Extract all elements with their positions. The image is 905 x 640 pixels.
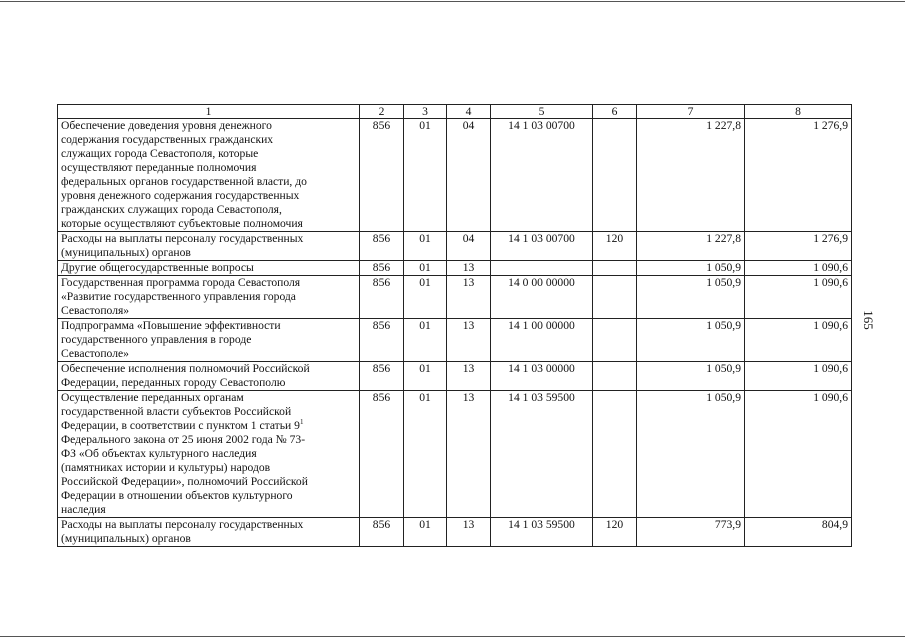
- table-row: [58, 119, 852, 232]
- row-name: Государственная программа города Севастополя «Развитие государственного управления города Севастополя»: [58, 276, 360, 319]
- col-header-4: 4: [447, 105, 491, 119]
- row-name: Подпрограмма «Повышение эффективности государственного управления в городе Севастополе»: [58, 319, 360, 362]
- cell-vr: [593, 319, 637, 362]
- cell-pr: 13: [447, 319, 491, 362]
- row-name: Обеспечение доведения уровня денежного содержания государственных гражданских служащих города Севастополя, которые осуществляют переданные полномочия федеральных органов государственной власти, до уровня денежного содержания государственных гражданских служащих города Севастополя, которые осуществляют субъектовые полномочия: [58, 119, 360, 232]
- cell-amount-2: 1 090,6: [745, 276, 852, 319]
- cell-vr: [593, 362, 637, 391]
- cell-rz: 01: [404, 261, 447, 276]
- col-header-1: 1: [58, 105, 360, 119]
- col-header-6: 6: [593, 105, 637, 119]
- cell-amount-1: 773,9: [637, 518, 745, 547]
- cell-pr: 04: [447, 232, 491, 261]
- cell-rz: 01: [404, 232, 447, 261]
- cell-gr: 856: [360, 119, 404, 232]
- article-superscript: 1: [299, 418, 304, 426]
- row-name: Другие общегосударственные вопросы: [58, 261, 360, 276]
- row-name-part: Осуществление переданных органам государственной власти субъектов Российской Федерации, в соответствии с пунктом 1 статьи 9: [61, 391, 300, 432]
- budget-table: [57, 104, 852, 547]
- col-header-8: 8: [745, 105, 852, 119]
- cell-vr: [593, 276, 637, 319]
- cell-gr: 856: [360, 319, 404, 362]
- table-row: [58, 362, 852, 391]
- cell-gr: 856: [360, 276, 404, 319]
- cell-csr: [491, 261, 593, 276]
- col-header-3: 3: [404, 105, 447, 119]
- row-name: Расходы на выплаты персоналу государственных (муниципальных) органов: [58, 518, 360, 547]
- cell-amount-2: 804,9: [745, 518, 852, 547]
- cell-amount-1: 1 227,8: [637, 232, 745, 261]
- cell-vr: 120: [593, 232, 637, 261]
- cell-csr: 14 1 03 59500: [491, 391, 593, 518]
- cell-pr: 13: [447, 261, 491, 276]
- cell-amount-1: 1 050,9: [637, 261, 745, 276]
- cell-pr: 04: [447, 119, 491, 232]
- cell-vr: 120: [593, 518, 637, 547]
- table-row: [58, 518, 852, 547]
- cell-gr: 856: [360, 232, 404, 261]
- table-row: [58, 276, 852, 319]
- col-header-2: 2: [360, 105, 404, 119]
- cell-amount-2: 1 090,6: [745, 261, 852, 276]
- cell-gr: 856: [360, 261, 404, 276]
- cell-pr: 13: [447, 518, 491, 547]
- table-row: [58, 261, 852, 276]
- cell-amount-1: 1 050,9: [637, 362, 745, 391]
- cell-rz: 01: [404, 391, 447, 518]
- cell-rz: 01: [404, 319, 447, 362]
- cell-rz: 01: [404, 276, 447, 319]
- row-name: Обеспечение исполнения полномочий Российской Федерации, переданных городу Севастополю: [58, 362, 360, 391]
- row-name-part: Федерального закона от 25 июня 2002 года № 73- ФЗ «Об объектах культурного наследия (памятниках истории и культуры) народов Российской Федерации», полномочий Российской Федерации в отношении объектов культурного наследия: [61, 433, 308, 516]
- page-number: 165: [861, 310, 876, 330]
- cell-rz: 01: [404, 518, 447, 547]
- cell-amount-2: 1 090,6: [745, 362, 852, 391]
- cell-rz: 01: [404, 362, 447, 391]
- cell-amount-2: 1 090,6: [745, 319, 852, 362]
- cell-pr: 13: [447, 276, 491, 319]
- cell-amount-2: 1 276,9: [745, 232, 852, 261]
- cell-pr: 13: [447, 391, 491, 518]
- cell-csr: 14 1 03 59500: [491, 518, 593, 547]
- table-row: [58, 391, 852, 518]
- cell-csr: 14 1 00 00000: [491, 319, 593, 362]
- row-name: [58, 391, 360, 518]
- cell-amount-1: 1 050,9: [637, 276, 745, 319]
- cell-csr: 14 1 03 00700: [491, 119, 593, 232]
- cell-gr: 856: [360, 391, 404, 518]
- cell-amount-2: 1 090,6: [745, 391, 852, 518]
- header-row: [58, 105, 852, 119]
- cell-vr: [593, 261, 637, 276]
- scan-edge-top: [0, 1, 905, 2]
- cell-amount-1: 1 227,8: [637, 119, 745, 232]
- cell-csr: 14 1 03 00000: [491, 362, 593, 391]
- cell-amount-1: 1 050,9: [637, 391, 745, 518]
- cell-gr: 856: [360, 362, 404, 391]
- row-name: Расходы на выплаты персоналу государственных (муниципальных) органов: [58, 232, 360, 261]
- cell-amount-2: 1 276,9: [745, 119, 852, 232]
- col-header-5: 5: [491, 105, 593, 119]
- table-row: [58, 319, 852, 362]
- cell-vr: [593, 391, 637, 518]
- cell-amount-1: 1 050,9: [637, 319, 745, 362]
- table-row: [58, 232, 852, 261]
- cell-csr: 14 0 00 00000: [491, 276, 593, 319]
- col-header-7: 7: [637, 105, 745, 119]
- cell-csr: 14 1 03 00700: [491, 232, 593, 261]
- cell-gr: 856: [360, 518, 404, 547]
- scan-edge-bottom: [0, 636, 905, 637]
- cell-pr: 13: [447, 362, 491, 391]
- cell-vr: [593, 119, 637, 232]
- cell-rz: 01: [404, 119, 447, 232]
